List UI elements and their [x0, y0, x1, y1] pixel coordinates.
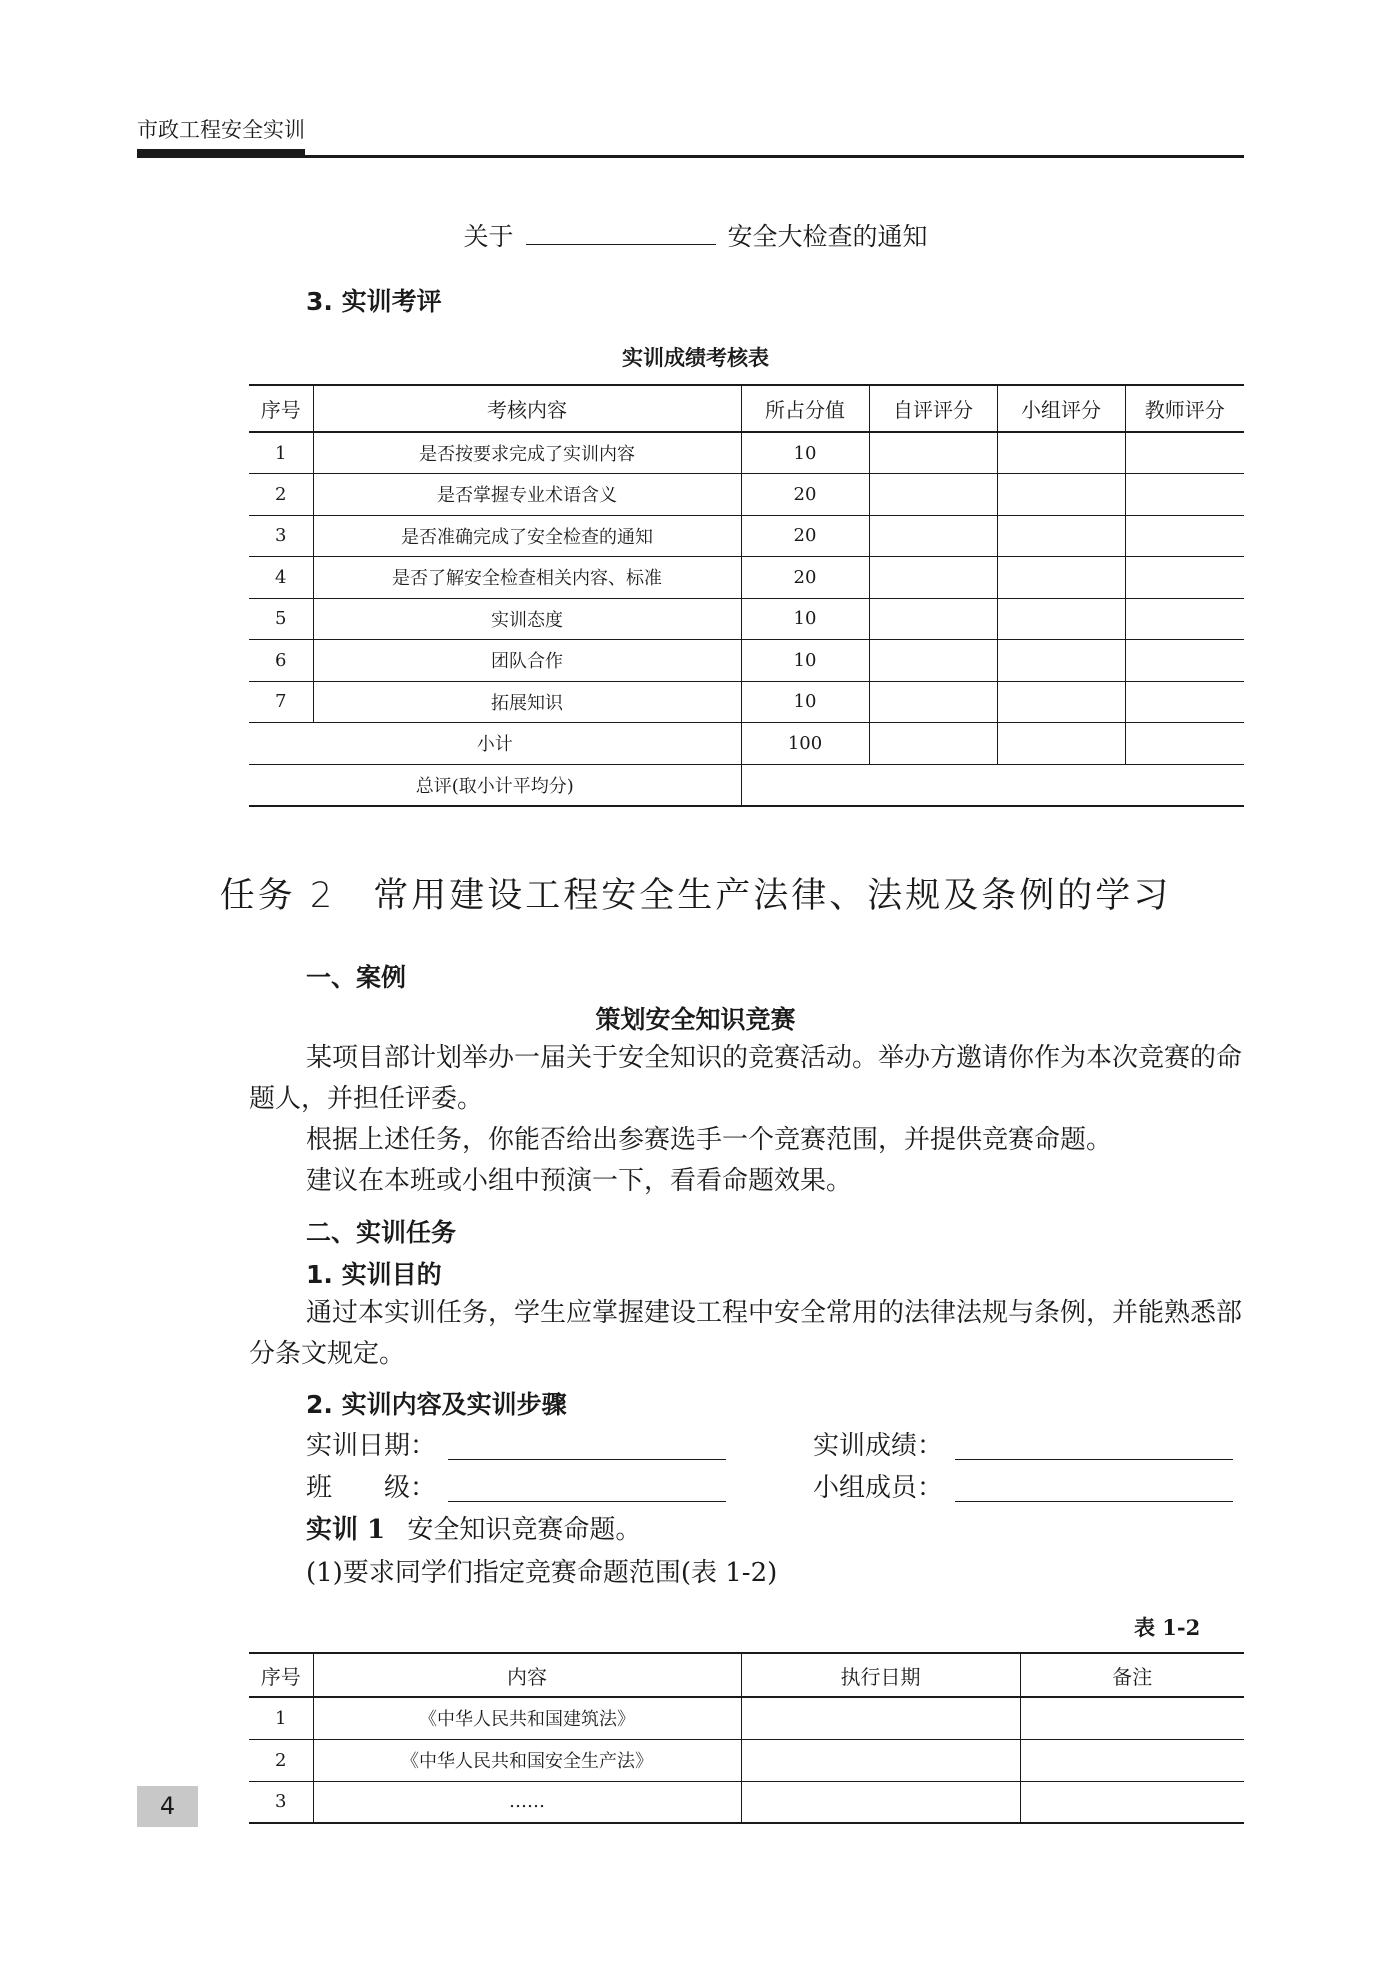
score-label: 实训成绩：	[813, 1431, 944, 1461]
teacher-subtotal-cell[interactable]	[1125, 723, 1244, 765]
remarks-cell[interactable]	[1020, 1739, 1244, 1781]
group-score-cell[interactable]	[997, 515, 1125, 557]
table-row	[249, 1781, 1244, 1823]
column-header: 小组评分	[997, 385, 1125, 432]
header-rule	[137, 155, 1244, 158]
table-row	[249, 515, 1244, 557]
row-number: 3	[249, 1781, 313, 1823]
range-table	[249, 1652, 1244, 1824]
notice-title-blank	[526, 222, 716, 245]
group-score-cell[interactable]	[997, 640, 1125, 682]
column-header: 考核内容	[313, 385, 741, 432]
row-score: 10	[741, 681, 869, 723]
column-header: 教师评分	[1125, 385, 1244, 432]
purpose-body	[249, 1293, 1244, 1375]
score-table-header-row	[249, 385, 1244, 432]
purpose-paragraph: 通过本实训任务，学生应掌握建设工程中安全常用的法律法规与条例，并能熟悉部分条文规定。	[249, 1298, 1243, 1369]
overall-row	[249, 764, 1244, 806]
table-row	[249, 1739, 1244, 1781]
row-number: 1	[249, 1697, 313, 1739]
group-subtotal-cell[interactable]	[997, 723, 1125, 765]
row-content: 团队合作	[313, 640, 741, 682]
table-row	[249, 474, 1244, 516]
table-row	[249, 557, 1244, 599]
row-score: 10	[741, 432, 869, 474]
remarks-cell[interactable]	[1020, 1697, 1244, 1739]
task-title: 任务 2 常用建设工程安全生产法律、法规及条例的学习	[219, 876, 1172, 916]
case-title: 策划安全知识竞赛	[595, 1005, 796, 1034]
row-score: 20	[741, 474, 869, 516]
date-label: 实训日期：	[306, 1431, 437, 1461]
row-score: 10	[741, 640, 869, 682]
teacher-score-cell[interactable]	[1125, 598, 1244, 640]
exercise-label: 实训 1	[306, 1515, 386, 1545]
range-table-caption: 表 1-2	[1134, 1615, 1201, 1640]
self-score-cell[interactable]	[869, 474, 997, 516]
teacher-score-cell[interactable]	[1125, 515, 1244, 557]
notice-title-suffix: 安全大检查的通知	[727, 222, 928, 251]
self-score-cell[interactable]	[869, 681, 997, 723]
table-row	[249, 681, 1244, 723]
notice-title	[0, 217, 1391, 253]
execution-date-cell[interactable]	[741, 1739, 1020, 1781]
row-score: 10	[741, 598, 869, 640]
training-task-heading: 二、实训任务	[306, 1218, 457, 1247]
steps-heading: 2. 实训内容及实训步骤	[306, 1390, 567, 1419]
row-number: 2	[249, 1739, 313, 1781]
score-table-caption: 实训成绩考核表	[622, 346, 769, 370]
overall-value-cell[interactable]	[741, 764, 1244, 806]
row-number: 7	[249, 681, 313, 723]
self-score-cell[interactable]	[869, 557, 997, 599]
self-score-cell[interactable]	[869, 515, 997, 557]
execution-date-cell[interactable]	[741, 1697, 1020, 1739]
column-header: 序号	[249, 385, 313, 432]
score-table	[249, 384, 1244, 807]
group-score-cell[interactable]	[997, 432, 1125, 474]
exercise-text: 安全知识竞赛命题。	[407, 1515, 642, 1545]
row-number: 5	[249, 598, 313, 640]
case-paragraph: 某项目部计划举办一届关于安全知识的竞赛活动。举办方邀请你作为本次竞赛的命题人，并担任评委。	[249, 1043, 1243, 1114]
evaluation-heading: 3. 实训考评	[306, 287, 442, 316]
class-label: 班 级：	[306, 1473, 437, 1503]
table-row	[249, 640, 1244, 682]
row-number: 2	[249, 474, 313, 516]
teacher-score-cell[interactable]	[1125, 640, 1244, 682]
running-head: 市政工程安全实训	[137, 118, 305, 142]
execution-date-cell[interactable]	[741, 1781, 1020, 1823]
notice-title-prefix: 关于	[463, 222, 514, 251]
row-score: 20	[741, 515, 869, 557]
teacher-score-cell[interactable]	[1125, 557, 1244, 599]
date-field[interactable]	[448, 1458, 726, 1460]
purpose-heading: 1. 实训目的	[306, 1260, 442, 1289]
row-content: 《中华人民共和国建筑法》	[313, 1697, 741, 1739]
group-score-cell[interactable]	[997, 557, 1125, 599]
row-content: 实训态度	[313, 598, 741, 640]
subtotal-label: 小计	[249, 723, 741, 765]
teacher-score-cell[interactable]	[1125, 681, 1244, 723]
case-body	[249, 1038, 1244, 1202]
column-header: 序号	[249, 1653, 313, 1697]
row-number: 4	[249, 557, 313, 599]
exercise-line	[306, 1509, 641, 1546]
group-score-cell[interactable]	[997, 474, 1125, 516]
score-field[interactable]	[955, 1458, 1233, 1460]
row-content: 拓展知识	[313, 681, 741, 723]
row-score: 20	[741, 557, 869, 599]
range-table-header-row	[249, 1653, 1244, 1697]
case-paragraph: 建议在本班或小组中预演一下，看看命题效果。	[306, 1166, 853, 1196]
row-number: 3	[249, 515, 313, 557]
case-paragraph: 根据上述任务，你能否给出参赛选手一个竞赛范围，并提供竞赛命题。	[306, 1125, 1113, 1155]
row-number: 6	[249, 640, 313, 682]
column-header: 备注	[1020, 1653, 1244, 1697]
row-content: ……	[313, 1781, 741, 1823]
members-label: 小组成员：	[813, 1473, 944, 1503]
requirement-line: (1)要求同学们指定竞赛命题范围(表 1-2)	[306, 1558, 778, 1588]
column-header: 执行日期	[741, 1653, 1020, 1697]
page-number: 4	[137, 1786, 198, 1827]
remarks-cell[interactable]	[1020, 1781, 1244, 1823]
overall-label: 总评(取小计平均分)	[249, 764, 741, 806]
subtotal-value: 100	[741, 723, 869, 765]
self-score-cell[interactable]	[869, 640, 997, 682]
row-number: 1	[249, 432, 313, 474]
self-score-cell[interactable]	[869, 598, 997, 640]
members-field[interactable]	[955, 1500, 1233, 1502]
group-score-cell[interactable]	[997, 598, 1125, 640]
group-score-cell[interactable]	[997, 681, 1125, 723]
teacher-score-cell[interactable]	[1125, 432, 1244, 474]
case-heading: 一、案例	[306, 963, 407, 992]
column-header: 内容	[313, 1653, 741, 1697]
table-row	[249, 432, 1244, 474]
subtotal-row	[249, 723, 1244, 765]
teacher-score-cell[interactable]	[1125, 474, 1244, 516]
table-row	[249, 598, 1244, 640]
column-header: 自评评分	[869, 385, 997, 432]
column-header: 所占分值	[741, 385, 869, 432]
row-content: 是否了解安全检查相关内容、标准	[313, 557, 741, 599]
self-subtotal-cell[interactable]	[869, 723, 997, 765]
row-content: 《中华人民共和国安全生产法》	[313, 1739, 741, 1781]
class-field[interactable]	[448, 1500, 726, 1502]
table-row	[249, 1697, 1244, 1739]
row-content: 是否按要求完成了实训内容	[313, 432, 741, 474]
self-score-cell[interactable]	[869, 432, 997, 474]
row-content: 是否准确完成了安全检查的通知	[313, 515, 741, 557]
row-content: 是否掌握专业术语含义	[313, 474, 741, 516]
